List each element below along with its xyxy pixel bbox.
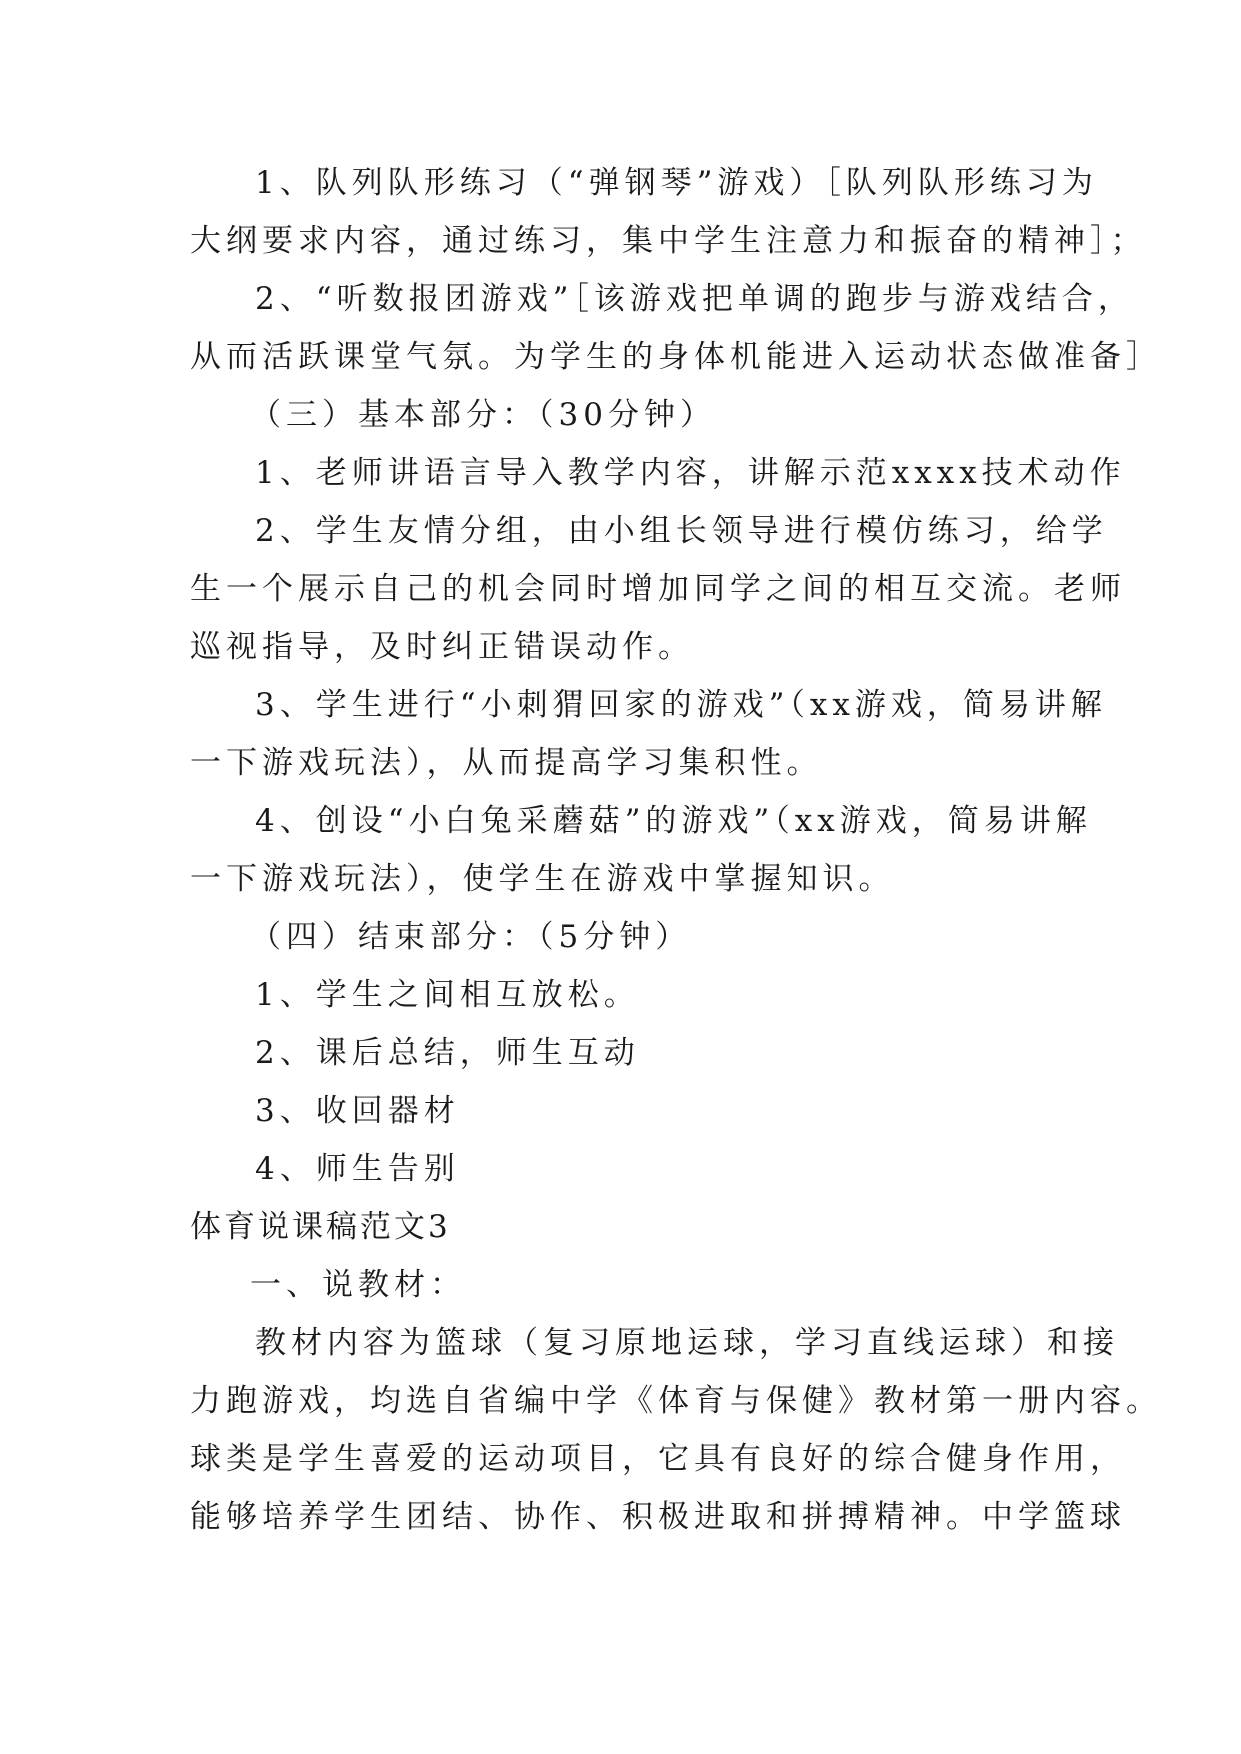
paragraph-line: 3、收回器材 [255,1093,460,1129]
paragraph-line: 4、师生告别 [255,1151,460,1187]
paragraph-line: 教材内容为篮球（复习原地运球，学习直线运球）和接 [255,1325,1119,1361]
paragraph-line: 1、学生之间相互放松。 [255,977,640,1013]
paragraph-line: 一下游戏玩法），从而提高学习集积性。 [190,745,823,781]
paragraph-line: 大纲要求内容，通过练习，集中学生注意力和振奋的精神］； [190,223,1147,259]
paragraph-line: 1、老师讲语言导入教学内容，讲解示范xxxx技术动作 [255,455,1126,491]
paragraph-line: 一下游戏玩法），使学生在游戏中掌握知识。 [190,861,895,897]
paragraph-line: 能够培养学生团结、协作、积极进取和拼搏精神。中学篮球 [190,1499,1126,1535]
section-heading: 一、说教材： [250,1267,466,1303]
paragraph-line: 从而活跃课堂气氛。为学生的身体机能进入运动状态做准备］ [190,339,1162,375]
section-heading: （三）基本部分：（30分钟） [250,397,716,433]
paragraph-line: 3、学生进行“小刺猬回家的游戏”（xx游戏，简易讲解 [255,687,1107,723]
paragraph-line: 2、“听数报团游戏”［该游戏把单调的跑步与游戏结合， [255,281,1134,317]
paragraph-line: 巡视指导，及时纠正错误动作。 [190,629,694,665]
section-heading: （四）结束部分：（5分钟） [250,919,692,955]
paragraph-line: 2、学生友情分组，由小组长领导进行模仿练习，给学 [255,513,1108,549]
paragraph-line: 1、队列队形练习（“弹钢琴”游戏）［队列队形练习为 [255,165,1098,201]
paragraph-line: 力跑游戏，均选自省编中学《体育与保健》教材第一册内容。 [190,1383,1162,1419]
paragraph-line: 4、创设“小白兔采蘑菇”的游戏”（xx游戏，简易讲解 [255,803,1092,839]
paragraph-line: 生一个展示自己的机会同时增加同学之间的相互交流。老师 [190,571,1126,607]
document-title: 体育说课稿范文3 [190,1209,451,1245]
paragraph-line: 2、课后总结，师生互动 [255,1035,640,1071]
paragraph-line: 球类是学生喜爱的运动项目，它具有良好的综合健身作用， [190,1441,1126,1477]
